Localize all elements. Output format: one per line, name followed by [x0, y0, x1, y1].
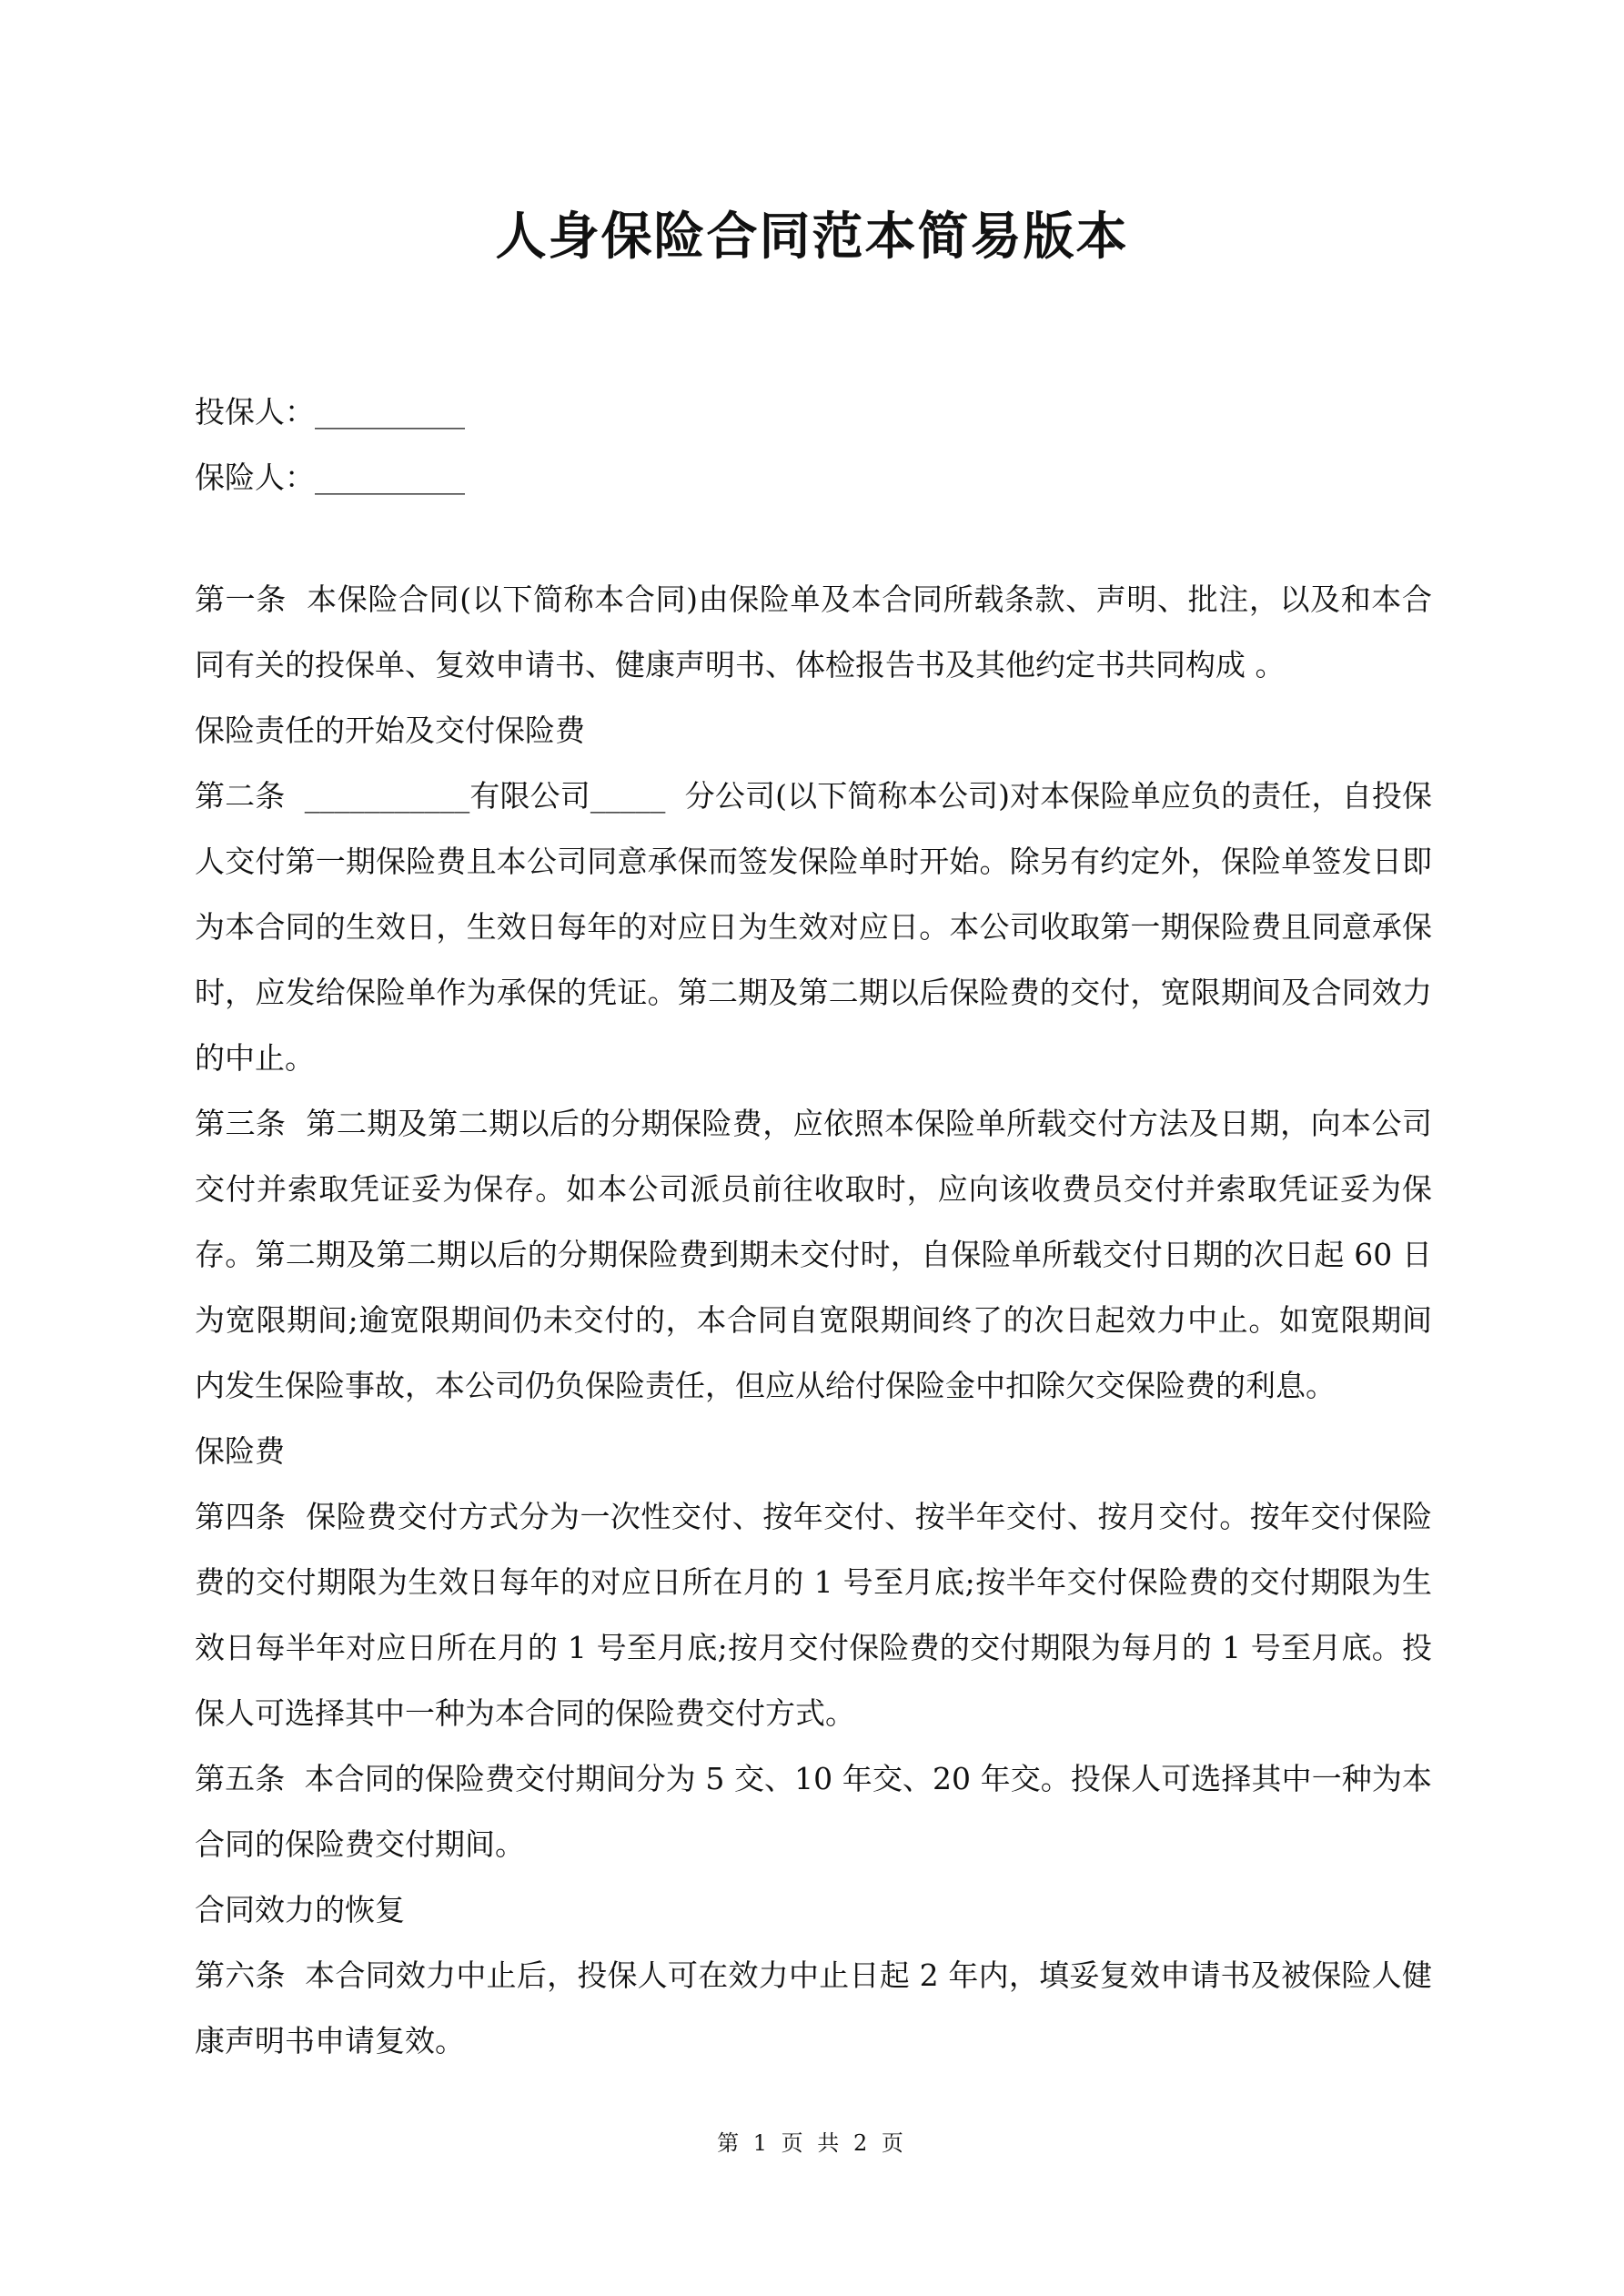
- contract-body: [195, 567, 1432, 2074]
- article-3: 第三条 第二期及第二期以后的分期保险费，应依照本保险单所载交付方法及日期，向本公司交付并索取凭证妥为保存。如本公司派员前往收取时，应向该收费员交付并索取凭证妥为保存。第二期及第二期以后的分期保险费到期未交付时，自保险单所载交付日期的次日起 60 日为宽限期间;逾宽限期间仍未交付的，本合同自宽限期间终了的次日起效力中止。如宽限期间内发生保险事故，本公司仍负保险责任，但应从给付保险金中扣除欠交保险费的利息。: [195, 1106, 1432, 1403]
- parties-block: [195, 379, 1432, 511]
- article-5: 第五条 本合同的保险费交付期间分为 5 交、10 年交、20 年交。投保人可选择其中一种为本合同的保险费交付期间。: [195, 1761, 1432, 1862]
- section-heading-liability: 保险责任的开始及交付保险费: [195, 713, 585, 748]
- article-2: 第二条 ___________有限公司_____ 分公司(以下简称本公司)对本保险单应负的责任，自投保人交付第一期保险费且本公司同意承保而签发保险单时开始。除另有约定外，保险单签发日即为本合同的生效日，生效日每年的对应日为生效对应日。本公司收取第一期保险费且同意承保时，应发给保险单作为承保的凭证。第二期及第二期以后保险费的交付，宽限期间及合同效力的中止。: [195, 778, 1432, 1076]
- article-1: 第一条 本保险合同(以下简称本合同)由保险单及本合同所载条款、声明、批注，以及和本合同有关的投保单、复效申请书、健康声明书、体检报告书及其他约定书共同构成 。: [195, 582, 1432, 683]
- page-footer: 第 1 页 共 2 页: [717, 2130, 907, 2156]
- article-4: 第四条 保险费交付方式分为一次性交付、按年交付、按半年交付、按月交付。按年交付保险费的交付期限为生效日每年的对应日所在月的 1 号至月底;按半年交付保险费的交付期限为生效日每半年对应日所在月的 1 号至月底;按月交付保险费的交付期限为每月的 1 号至月底。投保人可选择其中一种为本合同的保险费交付方式。: [195, 1499, 1432, 1731]
- document-title: 人身保险合同范本简易版本: [495, 207, 1129, 267]
- section-heading-premium: 保险费: [195, 1433, 285, 1469]
- policyholder-line: 投保人：__________: [195, 394, 465, 430]
- insurer-line: 保险人：__________: [195, 460, 465, 495]
- article-6: 第六条 本合同效力中止后，投保人可在效力中止日起 2 年内，填妥复效申请书及被保险人健康声明书申请复效。: [195, 1957, 1432, 2058]
- section-heading-reinstatement: 合同效力的恢复: [195, 1892, 405, 1927]
